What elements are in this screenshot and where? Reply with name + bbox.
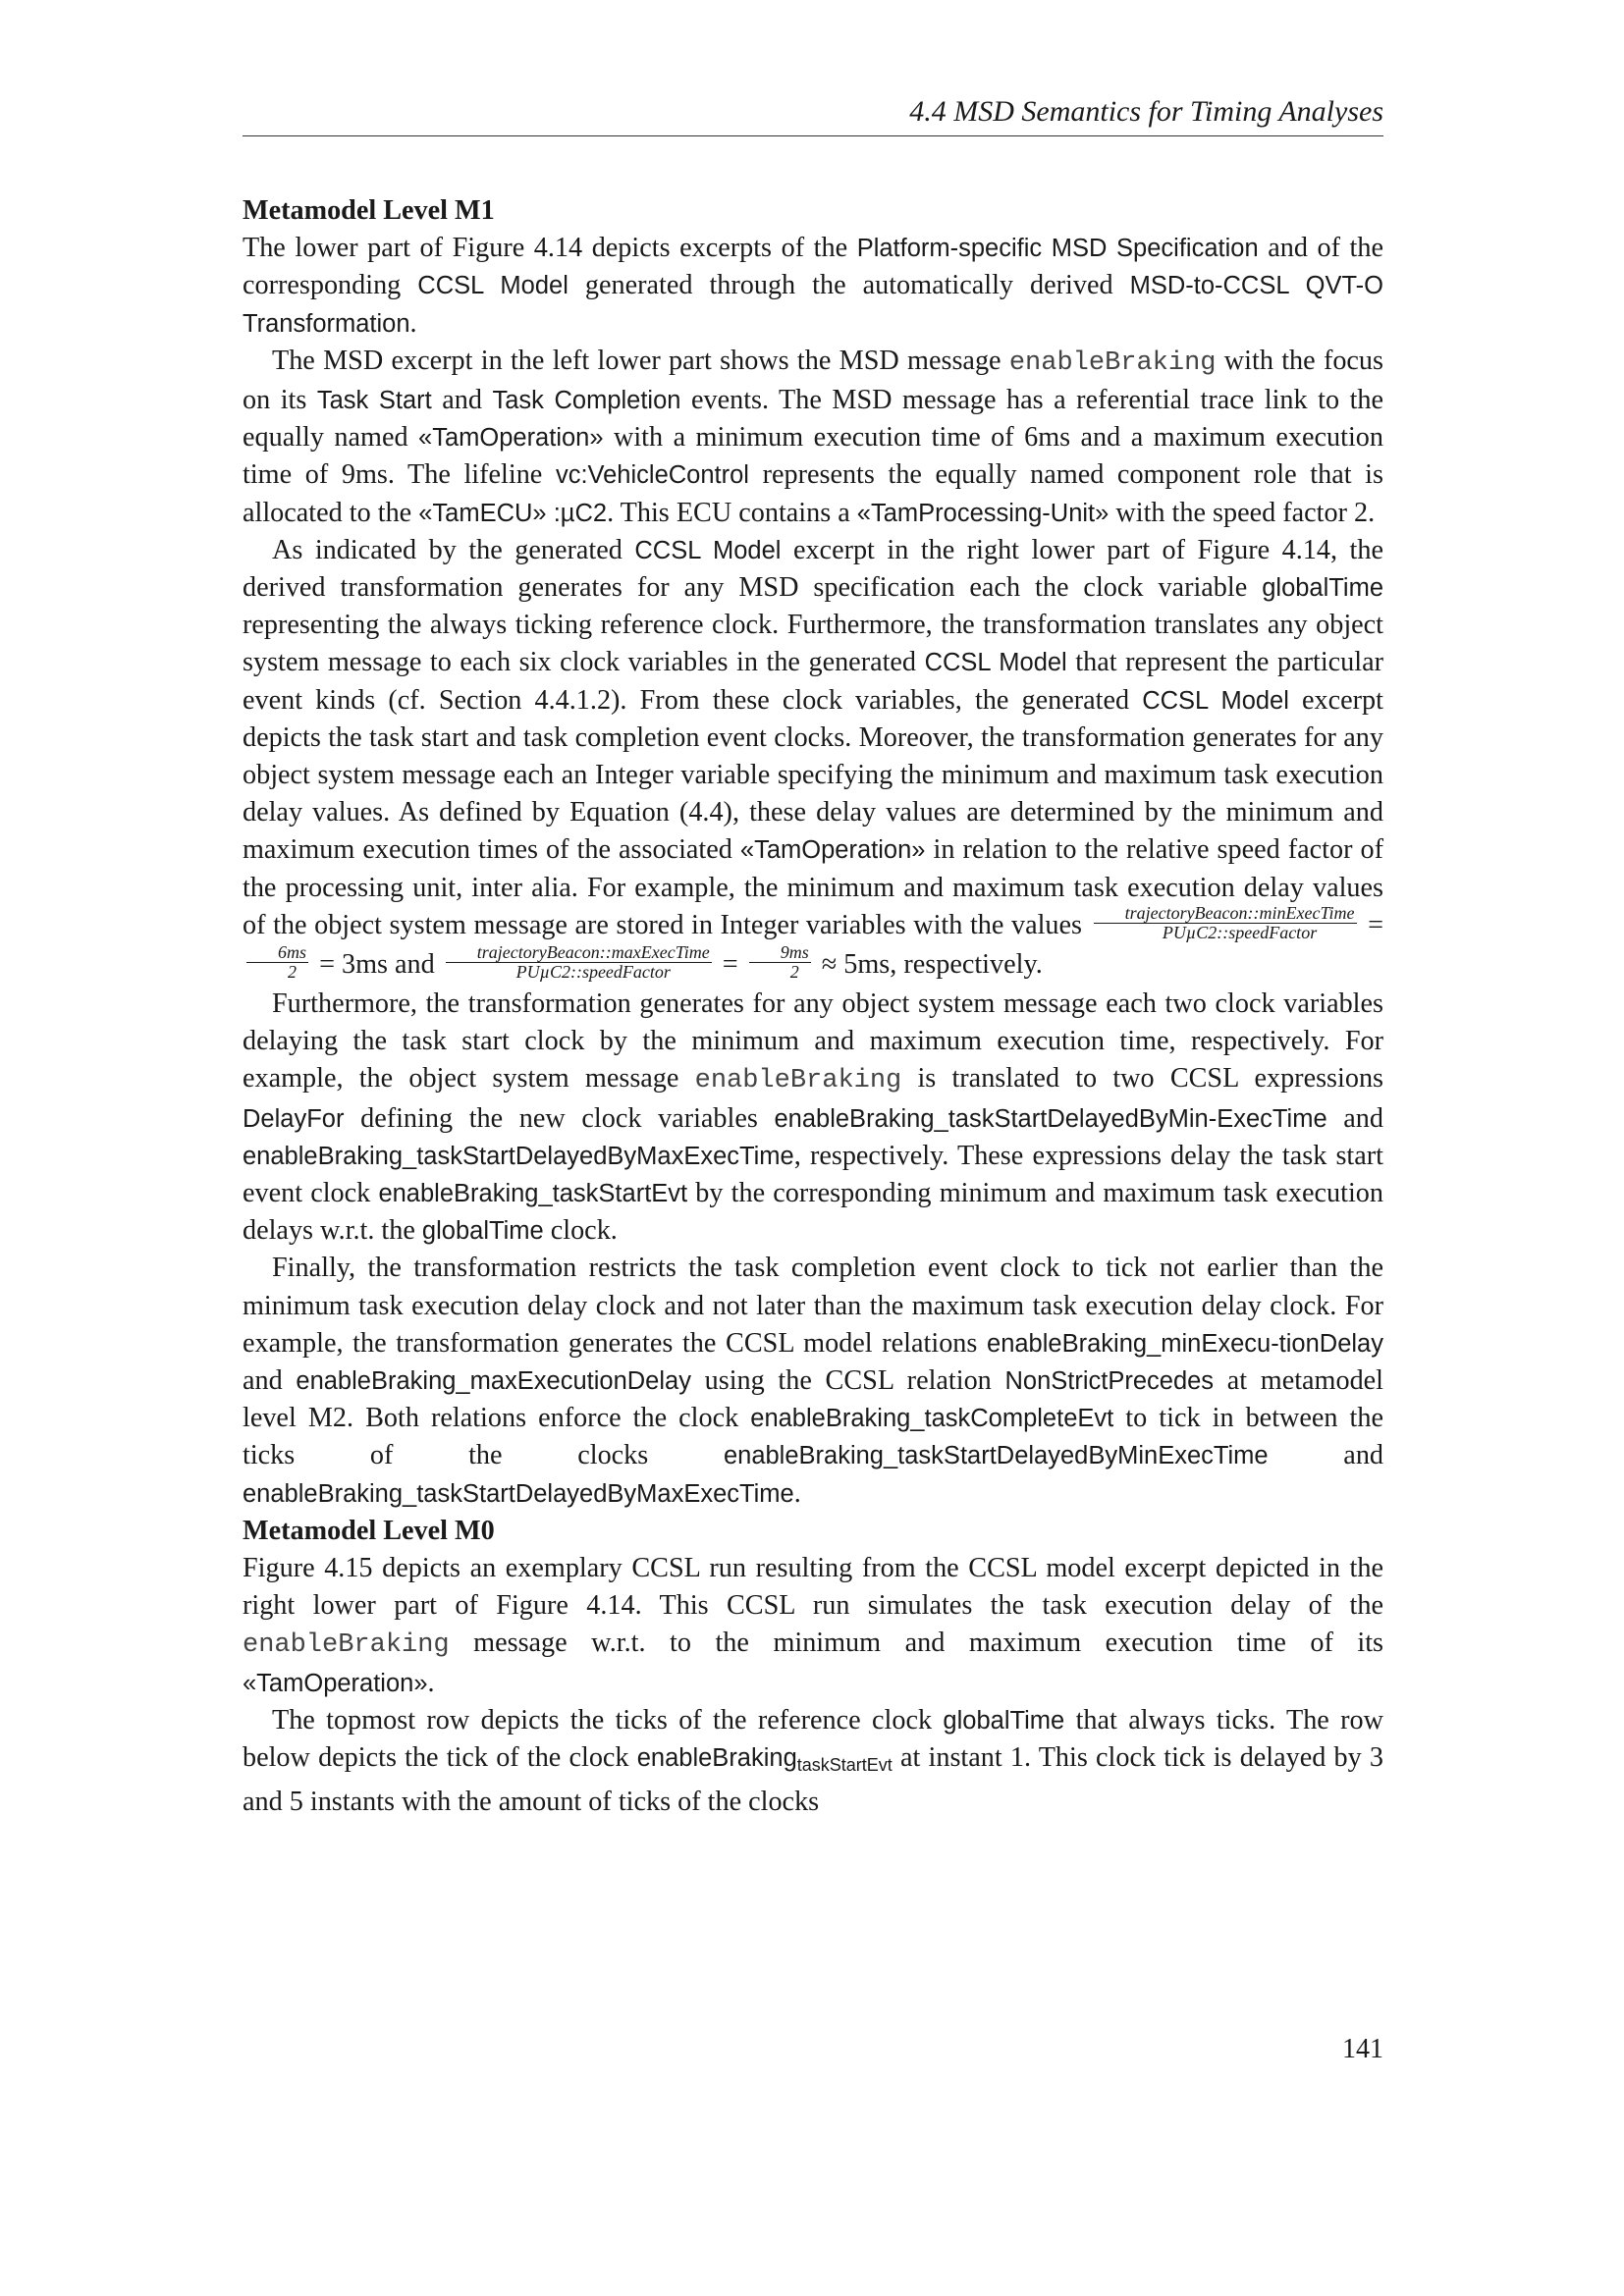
- paragraph-m1-4: [243, 986, 1383, 1250]
- text-run: and: [431, 385, 493, 416]
- sans-term: «TamOperation»: [243, 1669, 428, 1697]
- sans-term: «TamProcessing-Unit»: [856, 499, 1110, 527]
- text-run: using the CCSL relation: [690, 1364, 1005, 1396]
- running-header: 4.4 MSD Semantics for Timing Analyses: [909, 95, 1383, 128]
- fraction-numerator: trajectoryBeacon::minExecTime: [1094, 904, 1357, 924]
- equals-sign: =: [1360, 909, 1383, 940]
- text-run: The topmost row depicts the ticks of the reference clock: [272, 1704, 944, 1735]
- text-run: excerpt depicts the task start and task completion event clocks. Moreover, the transformation generates for any object system message each an Integer variable specifying the minimum and maximum task execution delay values. As defined by Equation (4.4), these delay values are determined by the minimum and maximum execution times of the associated: [243, 684, 1383, 866]
- text-run: and: [1268, 1440, 1384, 1471]
- fraction-numerator: 9ms: [749, 943, 811, 963]
- sans-term: «TamOperation»: [739, 836, 926, 865]
- sans-term: enableBraking_taskStartDelayedByMaxExecTime: [243, 1479, 794, 1508]
- text-run: representing the always ticking reference clock. Furthermore, the transformation translates any object system message to each six clock variables in the generated: [243, 610, 1383, 678]
- sans-term: enableBraking_taskStartEvt: [378, 1179, 688, 1207]
- text-run: The lower part of Figure 4.14 depicts excerpts of the: [243, 233, 857, 264]
- sans-term: DelayFor: [243, 1104, 345, 1133]
- text-run: by the corresponding minimum and maximum task execution delays w.r.t. the: [243, 1177, 1383, 1247]
- sans-term: enableBraking_taskStartDelayedByMaxExecTime: [243, 1142, 794, 1170]
- text-run: and: [1326, 1102, 1383, 1134]
- sans-term: enableBraking_taskStartDelayedByMin-ExecTime: [774, 1104, 1327, 1133]
- code-term: enableBraking: [694, 1066, 902, 1096]
- sans-term: «TamOperation»: [418, 424, 604, 453]
- text-run: events. The MSD message has a referential trace link to the equally named: [243, 385, 1384, 454]
- sans-term: MSD-to-CCSL QVT-O Transformation: [243, 272, 1383, 338]
- sans-term: globalTime: [943, 1706, 1065, 1735]
- sans-term: Task Start: [316, 387, 432, 415]
- text-run: at metamodel level M2. Both relations enforce the clock: [243, 1364, 1384, 1434]
- text-run: = 3ms and: [312, 948, 442, 980]
- sans-term: globalTime: [421, 1217, 544, 1246]
- fraction-9ms: [749, 943, 811, 982]
- fraction-denominator: PUµC2::speedFactor: [515, 961, 671, 982]
- sans-term: enableBraking: [636, 1743, 797, 1772]
- fraction-6ms: [246, 943, 308, 982]
- sans-term: enableBraking_taskCompleteEvt: [750, 1405, 1114, 1433]
- sans-term: globalTime: [1262, 574, 1383, 603]
- sans-term: enableBraking_maxExecutionDelay: [296, 1366, 691, 1395]
- text-run: with a minimum execution time of 6ms and a maximum execution time of 9ms. The lifeline: [243, 422, 1383, 491]
- fraction-min-exec: [1094, 904, 1357, 942]
- sans-term: CCSL Model: [924, 649, 1067, 677]
- paragraph-m0-2: [243, 1702, 1383, 1822]
- text-run: defining the new clock variables: [344, 1102, 775, 1134]
- sans-term: CCSL Model: [634, 536, 782, 564]
- fraction-denominator: 2: [789, 961, 799, 982]
- fraction-max-exec: [446, 943, 712, 982]
- section-heading-m0: Metamodel Level M0: [243, 1515, 495, 1546]
- fraction-denominator: 2: [288, 961, 297, 982]
- text-run: with the speed factor 2.: [1109, 497, 1376, 528]
- fraction-numerator: 6ms: [246, 943, 308, 963]
- paragraph-m1-3: [243, 532, 1383, 986]
- text-run: with the focus on its: [243, 345, 1383, 416]
- sans-term: Task Completion: [492, 387, 681, 415]
- sans-term: CCSL Model: [1142, 686, 1289, 715]
- text-run: , respectively. These expressions delay the task start event clock: [243, 1140, 1383, 1208]
- sans-term: CCSL Model: [417, 272, 568, 300]
- paragraph-m0-1: [243, 1550, 1383, 1702]
- text-run: .: [409, 307, 417, 339]
- sans-term: enableBraking_minExecu-tionDelay: [987, 1329, 1383, 1358]
- text-run: is translated to two CCSL expressions: [901, 1063, 1384, 1095]
- fraction-numerator: trajectoryBeacon::maxExecTime: [446, 943, 712, 963]
- text-run: that represent the particular event kinds (cf. Section 4.4.1.2). From these clock variables, the generated: [243, 647, 1383, 716]
- sans-term: NonStrictPrecedes: [1004, 1366, 1215, 1395]
- text-run: to tick in between the ticks of the clocks: [243, 1403, 1383, 1471]
- code-term: enableBraking: [1008, 347, 1217, 378]
- text-run: excerpt in the right lower part of Figure 4.14, the derived transformation generates for any MSD specification each the clock variable: [243, 534, 1383, 604]
- text-run: and: [243, 1364, 297, 1396]
- section-heading-m1: Metamodel Level M1: [243, 195, 495, 226]
- text-run: in relation to the relative speed factor of the processing unit, inter alia. For example, the minimum and maximum task execution delay values of the object system message are stored in Integer variables with the values: [243, 834, 1384, 940]
- text-run: generated through the automatically derived: [568, 270, 1130, 301]
- header-rule: [243, 135, 1383, 136]
- code-term: enableBraking: [243, 1630, 450, 1661]
- sans-term: enableBraking_taskStartDelayedByMinExecTime: [723, 1442, 1269, 1470]
- sans-term: vc:VehicleControl: [555, 461, 749, 490]
- text-run: The MSD excerpt in the left lower part shows the MSD message: [272, 345, 1009, 376]
- text-run: .: [427, 1667, 435, 1698]
- text-run: and of the corresponding: [243, 233, 1383, 301]
- text-run: ≈ 5ms, respectively.: [814, 948, 1043, 980]
- page-number: 141: [1342, 2034, 1383, 2064]
- equals-sign: =: [715, 948, 745, 980]
- paragraph-m1-5: [243, 1250, 1383, 1512]
- text-run: As indicated by the generated: [272, 534, 635, 565]
- text-run: . This ECU contains a: [607, 497, 857, 528]
- text-run: Finally, the transformation restricts the task completion event clock to tick not earlier than the minimum task execution delay clock and not later than the maximum task execution delay clock. For example, the transformation generates the CCSL model relations: [243, 1253, 1383, 1359]
- subscript: taskStartEvt: [796, 1754, 893, 1775]
- text-run: at instant 1. This clock tick is delayed by 3 and 5 instants with the amount of ticks of the clocks: [243, 1741, 1383, 1818]
- text-run: represents the equally named component role that is allocated to the: [243, 459, 1383, 528]
- text-run: .: [793, 1477, 801, 1509]
- text-run: clock.: [543, 1215, 618, 1247]
- text-run: that always ticks. The row below depicts the tick of the clock: [243, 1704, 1383, 1773]
- text-run: Figure 4.15 depicts an exemplary CCSL run resulting from the CCSL model excerpt depicted in the right lower part of Figure 4.14. This CCSL run simulates the task execution delay of the: [243, 1552, 1383, 1622]
- body-text: [243, 192, 1383, 1821]
- paragraph-m1-1: [243, 230, 1383, 343]
- fraction-denominator: PUµC2::speedFactor: [1162, 922, 1318, 942]
- text-run: message w.r.t. to the minimum and maximum execution time of its: [449, 1628, 1383, 1659]
- sans-term: «TamECU» :µC2: [418, 499, 608, 527]
- sans-term: Platform-specific MSD Specification: [856, 235, 1259, 263]
- paragraph-m1-2: [243, 343, 1383, 532]
- text-run: Furthermore, the transformation generates for any object system message each two clock variables delaying the task start clock by the minimum and maximum execution time, respectively. For example, the object system message: [243, 988, 1383, 1095]
